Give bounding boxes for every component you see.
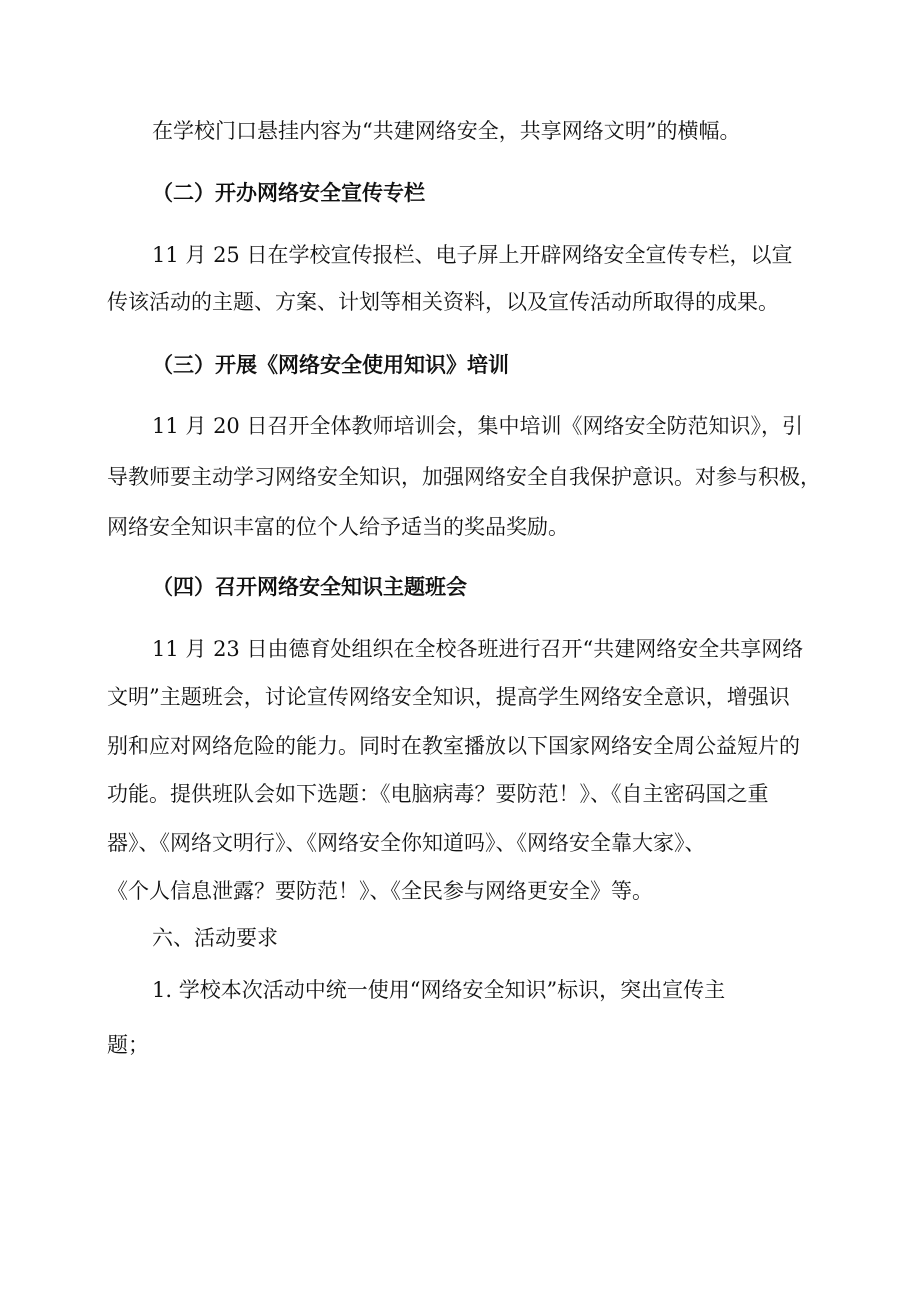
paragraph-classmeeting-line-6: 《个人信息泄露？要防范！》、《全民参与网络更安全》等。 bbox=[107, 879, 653, 903]
paragraph-requirements-line-1: 1. 学校本次活动中统一使用“网络安全知识”标识，突出宣传主 bbox=[152, 978, 726, 1002]
paragraph-banner: 在学校门口悬挂内容为“共建网络安全，共享网络文明”的横幅。 bbox=[152, 119, 741, 143]
section-heading-6: 六、活动要求 bbox=[152, 926, 278, 950]
paragraph-classmeeting-line-1: 11 月 23 日由德育处组织在全校各班进行召开“共建网络安全共享网络 bbox=[152, 637, 804, 661]
paragraph-requirements-line-2: 题； bbox=[107, 1033, 149, 1057]
paragraph-column-line-1: 11 月 25 日在学校宣传报栏、电子屏上开辟网络安全宣传专栏，以宣 bbox=[152, 243, 793, 267]
paragraph-training-line-1: 11 月 20 日召开全体教师培训会，集中培训《网络安全防范知识》，引 bbox=[152, 414, 803, 438]
paragraph-classmeeting-line-4: 功能。提供班队会如下选题：《电脑病毒？要防范！》、《自主密码国之重 bbox=[107, 782, 769, 806]
section-heading-3: （三）开展《网络安全使用知识》培训 bbox=[152, 353, 509, 377]
paragraph-classmeeting-line-5: 器》、《网络文明行》、《网络安全你知道吗》、《网络安全靠大家》、 bbox=[107, 831, 706, 855]
section-heading-4: （四）召开网络安全知识主题班会 bbox=[152, 575, 467, 599]
paragraph-training-line-3: 网络安全知识丰富的位个人给予适当的奖品奖励。 bbox=[107, 515, 569, 539]
paragraph-classmeeting-line-3: 别和应对网络危险的能力。同时在教室播放以下国家网络安全周公益短片的 bbox=[107, 734, 800, 758]
paragraph-column-line-2: 传该活动的主题、方案、计划等相关资料，以及宣传活动所取得的成果。 bbox=[107, 290, 779, 314]
paragraph-training-line-2: 导教师要主动学习网络安全知识，加强网络安全自我保护意识。对参与积极， bbox=[107, 465, 821, 489]
paragraph-classmeeting-line-2: 文明”主题班会，讨论宣传网络安全知识，提高学生网络安全意识，增强识 bbox=[107, 685, 790, 709]
section-heading-2: （二）开办网络安全宣传专栏 bbox=[152, 181, 425, 205]
